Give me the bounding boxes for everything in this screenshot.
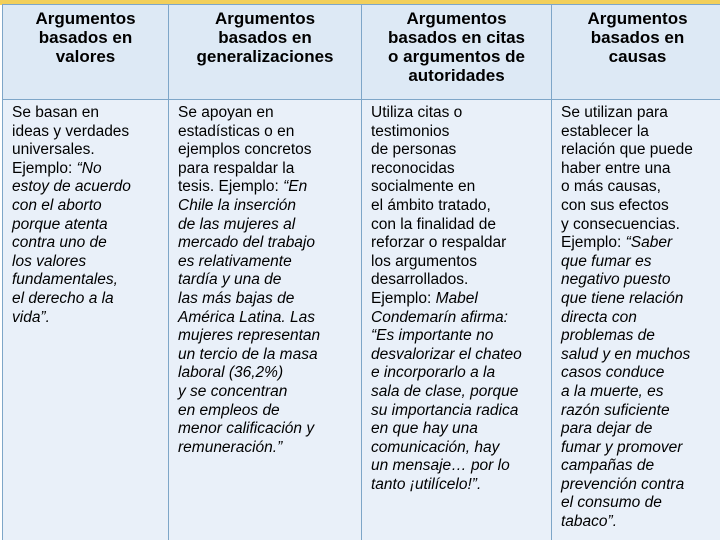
text-line: [12, 160, 163, 179]
example-text: desvalorizar el chateo: [371, 345, 522, 363]
text-line: [561, 513, 718, 532]
description-text: Se basan en: [12, 104, 100, 121]
example-text: “En: [283, 178, 308, 196]
text-line: [561, 197, 718, 216]
text-line: [371, 457, 546, 476]
description-text: reconocidas: [371, 159, 455, 177]
text-line: [561, 290, 718, 309]
example-text: y se concentran: [178, 382, 288, 400]
text-line: [12, 309, 163, 328]
description-text: el ámbito tratado,: [371, 196, 491, 214]
description-text: haber entre una: [561, 159, 671, 177]
text-line: [371, 160, 546, 179]
header-row: [3, 5, 720, 100]
text-line: [12, 104, 163, 123]
example-text: tardía y una de: [178, 271, 282, 289]
example-text: remuneración.”: [178, 438, 283, 456]
text-line: [561, 327, 718, 346]
example-text: comunicación, hay: [371, 438, 500, 456]
text-line: [371, 253, 546, 272]
example-text: de las mujeres al: [178, 215, 296, 233]
text-line: [178, 271, 356, 290]
text-line: [371, 439, 546, 458]
text-line: [371, 327, 546, 346]
description-text: para respaldar la: [178, 159, 295, 177]
text-line: [178, 253, 356, 272]
example-text: fumar y promover: [561, 438, 683, 456]
text-line: [371, 309, 546, 328]
example-text: negativo puesto: [561, 271, 671, 289]
header-autoridades: [362, 5, 552, 100]
description-text: con la finalidad de: [371, 215, 496, 233]
example-text: un tercio de la masa: [178, 345, 318, 363]
header-line: basados en: [590, 28, 685, 47]
example-text: en que hay una: [371, 420, 478, 438]
text-line: [371, 346, 546, 365]
text-line: [371, 383, 546, 402]
example-text: los valores: [12, 252, 87, 270]
header-line: autoridades: [408, 66, 505, 85]
description-text: Se apoyan en: [178, 104, 274, 121]
example-text: con el aborto: [12, 196, 102, 214]
example-text: salud y en muchos: [561, 345, 691, 363]
text-line: [561, 253, 718, 272]
cell-generalizaciones: [169, 100, 362, 540]
text-line: [561, 439, 718, 458]
text-line: [178, 402, 356, 421]
header-line: Argumentos: [587, 9, 688, 28]
text-line: [12, 123, 163, 142]
text-line: [371, 420, 546, 439]
description-text: testimonios: [371, 122, 450, 140]
example-text: campañas de: [561, 457, 655, 475]
text-line: [561, 383, 718, 402]
description-text: desarrollados.: [371, 271, 469, 289]
example-text: América Latina. Las: [178, 308, 315, 326]
example-text: “Es importante no: [371, 327, 494, 345]
text-line: [12, 253, 163, 272]
example-text: prevención contra: [561, 475, 685, 493]
example-text: estoy de acuerdo: [12, 178, 131, 196]
text-line: [12, 197, 163, 216]
example-text: fundamentales,: [12, 271, 118, 289]
text-line: [561, 160, 718, 179]
text-line: [178, 346, 356, 365]
header-line: Argumentos: [214, 9, 316, 28]
text-line: [371, 476, 546, 495]
text-line: [561, 346, 718, 365]
text-line: [12, 271, 163, 290]
text-line: [371, 141, 546, 160]
example-text: menor calificación y: [178, 420, 315, 438]
text-line: [178, 234, 356, 253]
text-line: [178, 364, 356, 383]
text-line: [178, 290, 356, 309]
text-line: [561, 234, 718, 253]
text-line: [561, 494, 718, 513]
text-line: [371, 402, 546, 421]
text-line: [561, 476, 718, 495]
header-line: o argumentos de: [388, 47, 525, 66]
example-text: mercado del trabajo: [178, 234, 315, 252]
text-line: [561, 271, 718, 290]
text-line: [178, 383, 356, 402]
example-text: razón suficiente: [561, 401, 670, 419]
text-line: [561, 104, 718, 123]
example-text: que tiene relación: [561, 289, 684, 307]
header-line: generalizaciones: [196, 47, 334, 66]
header-valores: [3, 5, 169, 100]
text-line: [371, 234, 546, 253]
description-text: los argumentos: [371, 252, 477, 270]
example-text: vida”.: [12, 308, 50, 326]
text-line: [371, 271, 546, 290]
text-line: [561, 178, 718, 197]
text-line: [178, 123, 356, 142]
example-text: problemas de: [561, 327, 655, 345]
example-text: mujeres representan: [178, 327, 321, 345]
description-text: Ejemplo:: [371, 289, 436, 307]
text-line: [561, 364, 718, 383]
cell-causas: [552, 100, 720, 540]
header-generalizaciones: [169, 5, 362, 100]
example-text: tanto ¡utilícelo!”.: [371, 475, 482, 493]
description-text: socialmente en: [371, 178, 476, 196]
text-line: [178, 439, 356, 458]
header-line: basados en citas: [387, 28, 525, 47]
example-text: a la muerte, es: [561, 382, 664, 400]
description-text: establecer la: [561, 122, 649, 140]
text-line: [561, 402, 718, 421]
header-line: Argumentos: [406, 9, 507, 28]
text-line: [12, 216, 163, 235]
description-text: tesis. Ejemplo:: [178, 178, 284, 196]
description-text: o más causas,: [561, 178, 661, 196]
example-text: “Saber: [625, 234, 673, 252]
cell-autoridades: [362, 100, 552, 540]
text-line: [371, 104, 546, 123]
description-text: Ejemplo:: [12, 159, 77, 177]
description-text: Ejemplo:: [561, 234, 626, 252]
example-text: laboral (36,2%): [178, 364, 284, 382]
text-line: [561, 457, 718, 476]
example-text: e incorporarlo a la: [371, 364, 496, 382]
header-line: basados en: [38, 28, 133, 47]
text-line: [178, 141, 356, 160]
arguments-table: [2, 4, 720, 540]
example-text: es relativamente: [178, 252, 292, 270]
example-text: Condemarín afirma:: [371, 308, 508, 326]
example-text: porque atenta: [12, 215, 108, 233]
text-line: [561, 420, 718, 439]
text-line: [178, 309, 356, 328]
description-text: Se utilizan para: [561, 104, 668, 121]
description-text: de personas: [371, 141, 457, 159]
text-line: [561, 309, 718, 328]
example-text: para dejar de: [561, 420, 653, 438]
header-line: causas: [608, 47, 667, 66]
text-line: [178, 197, 356, 216]
cell-valores: [3, 100, 169, 540]
description-text: y consecuencias.: [561, 215, 680, 233]
example-text: tabaco”.: [561, 513, 618, 531]
text-line: [12, 234, 163, 253]
text-line: [178, 327, 356, 346]
example-text: que fumar es: [561, 252, 652, 270]
example-text: en empleos de: [178, 401, 280, 419]
text-line: [561, 123, 718, 142]
header-causas: [552, 5, 720, 100]
example-text: Mabel: [435, 289, 478, 307]
text-line: [371, 364, 546, 383]
description-text: ideas y verdades: [12, 122, 130, 140]
description-text: Utiliza citas o: [371, 104, 463, 121]
description-text: relación que puede: [561, 141, 693, 159]
text-line: [178, 104, 356, 123]
text-line: [178, 178, 356, 197]
text-line: [178, 216, 356, 235]
text-line: [12, 290, 163, 309]
text-line: [371, 216, 546, 235]
body-row: [3, 100, 720, 540]
description-text: reforzar o respaldar: [371, 234, 507, 252]
text-line: [12, 141, 163, 160]
text-line: [178, 160, 356, 179]
example-text: las más bajas de: [178, 289, 295, 307]
example-text: directa con: [561, 308, 637, 326]
text-line: [371, 197, 546, 216]
header-line: Argumentos: [35, 9, 136, 28]
header-line: valores: [55, 47, 116, 66]
description-text: ejemplos concretos: [178, 141, 312, 159]
header-line: basados en: [218, 28, 312, 47]
example-text: sala de clase, porque: [371, 382, 519, 400]
example-text: su importancia radica: [371, 401, 519, 419]
example-text: el derecho a la: [12, 289, 114, 307]
text-line: [371, 178, 546, 197]
example-text: contra uno de: [12, 234, 107, 252]
text-line: [371, 290, 546, 309]
text-line: [12, 178, 163, 197]
example-text: Chile la inserción: [178, 196, 297, 214]
example-text: el consumo de: [561, 494, 662, 512]
example-text: un mensaje… por lo: [371, 457, 510, 475]
example-text: “No: [76, 159, 102, 177]
description-text: universales.: [12, 141, 95, 159]
text-line: [178, 420, 356, 439]
description-text: estadísticas o en: [178, 122, 295, 140]
description-text: con sus efectos: [561, 196, 669, 214]
example-text: casos conduce: [561, 364, 665, 382]
text-line: [561, 216, 718, 235]
text-line: [371, 123, 546, 142]
text-line: [561, 141, 718, 160]
